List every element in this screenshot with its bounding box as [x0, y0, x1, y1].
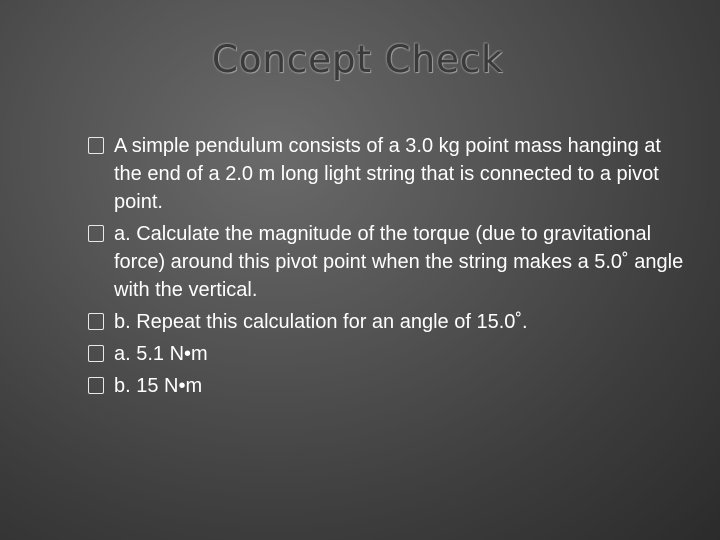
box-bullet-icon: [88, 377, 104, 394]
list-item: [88, 372, 688, 400]
list-item-text: b. 15 N•m: [114, 375, 203, 397]
slide-title: Concept Check: [212, 38, 504, 81]
list-item-text: a. Calculate the magnitude of the torque (due to gravitational force) around this pivot point when the string makes a 5.0˚ angle with the vertical.: [114, 223, 684, 301]
box-bullet-icon: [88, 313, 104, 330]
list-item-text: a. 5.1 N•m: [114, 343, 208, 365]
list-item-text: b. Repeat this calculation for an angle of 15.0˚.: [114, 311, 528, 333]
box-bullet-icon: [88, 137, 104, 154]
box-bullet-icon: [88, 345, 104, 362]
box-bullet-icon: [88, 225, 104, 242]
list-item: [88, 340, 688, 368]
list-item: [88, 308, 688, 336]
bullet-list: [88, 132, 688, 404]
list-item: [88, 220, 688, 304]
list-item: [88, 132, 688, 216]
list-item-text: A simple pendulum consists of a 3.0 kg point mass hanging at the end of a 2.0 m long light string that is connected to a pivot point.: [114, 135, 661, 213]
